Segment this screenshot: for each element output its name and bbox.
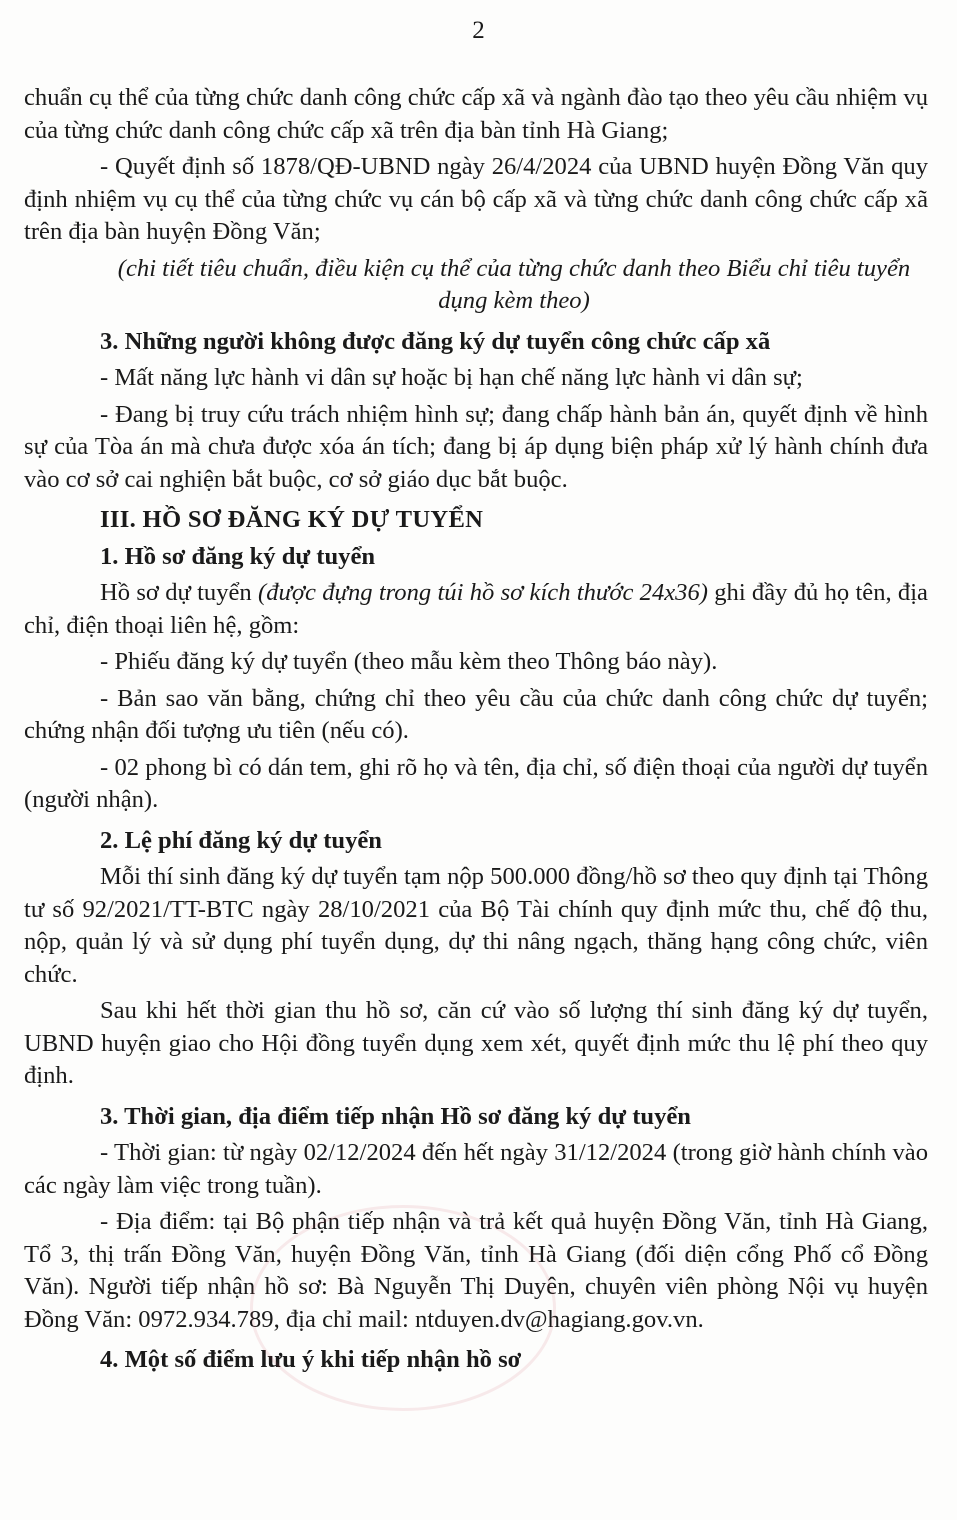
heading-time-location: 3. Thời gian, địa điểm tiếp nhận Hồ sơ đăng ký dự tuyển bbox=[100, 1102, 691, 1130]
paragraph-fee-amount: Mỗi thí sinh đăng ký dự tuyển tạm nộp 500.000 đồng/hồ sơ theo quy định tại Thông tư số 92/2021/TT-BTC ngày 28/10/2021 của Bộ Tài chính quy định mức thu, chế độ thu, nộp, quản lý và sử dụng phí tuyển dụng, dự thi nâng ngạch, thăng hạng công chức, viên chức. bbox=[24, 863, 928, 988]
paragraph-dossier-content bbox=[24, 577, 928, 642]
paragraph-detail-note: (chi tiết tiêu chuẩn, điều kiện cụ thể của từng chức danh theo Biểu chỉ tiêu tuyển dụng kèm theo) bbox=[117, 254, 911, 314]
dossier-text-start: Hồ sơ dự tuyển bbox=[100, 579, 259, 606]
heading-section-iii: III. HỒ SƠ ĐĂNG KÝ DỰ TUYỂN bbox=[100, 506, 484, 533]
heading-registration-fee: 2. Lệ phí đăng ký dự tuyển bbox=[100, 826, 382, 854]
paragraph-criminal-liability: - Đang bị truy cứu trách nhiệm hình sự; đang chấp hành bản án, quyết định về hình sự của Tòa án mà chưa được xóa án tích; đang bị áp dụng biện pháp xử lý hành chính đưa vào cơ sở cai nghiện bắt buộc, cơ sở giáo dục bắt buộc. bbox=[24, 400, 928, 493]
heading-ineligible-persons: 3. Những người không được đăng ký dự tuyển công chức cấp xã bbox=[100, 327, 771, 355]
paragraph-decision-1878: - Quyết định số 1878/QĐ-UBND ngày 26/4/2024 của UBND huyện Đồng Văn quy định nhiệm vụ cụ thể của từng chức vụ cán bộ cấp xã và từng chức danh công chức cấp xã trên địa bàn huyện Đồng Văn; bbox=[24, 153, 928, 245]
paragraph-certificate-copies: - Bản sao văn bằng, chứng chỉ theo yêu cầu của chức danh công chức dự tuyển; chứng nhận đối tượng ưu tiên (nếu có). bbox=[24, 684, 928, 744]
paragraph-civil-capacity: - Mất năng lực hành vi dân sự hoặc bị hạn chế năng lực hành vi dân sự; bbox=[100, 364, 803, 391]
dossier-envelope-note: (được đựng trong túi hồ sơ kích thước 24x36) bbox=[258, 579, 708, 606]
page-number: 2 bbox=[472, 17, 485, 44]
paragraph-receiving-location: - Địa điểm: tại Bộ phận tiếp nhận và trả kết quả huyện Đồng Văn, tỉnh Hà Giang, Tổ 3, thị trấn Đồng Văn, huyện Đồng Văn, tỉnh Hà Giang (đối diện cổng Phố cổ Đồng Văn). Người tiếp nhận hồ sơ: Bà Nguyễn Thị Duyên, chuyên viên phòng Nội vụ huyện Đồng Văn: 0972.934.789, địa chỉ mail: ntduyen.dv@hagiang.gov.vn. bbox=[24, 1208, 928, 1333]
paragraph-stamped-envelopes: - 02 phong bì có dán tem, ghi rõ họ và tên, địa chỉ, số điện thoại của người dự tuyển (người nhận). bbox=[24, 753, 928, 813]
paragraph-fee-decision: Sau khi hết thời gian thu hồ sơ, căn cứ vào số lượng thí sinh đăng ký dự tuyển, UBND huyện giao cho Hội đồng tuyển dụng xem xét, quyết định mức thu lệ phí theo quy định. bbox=[24, 997, 928, 1089]
document-body bbox=[24, 82, 928, 1377]
paragraph-receiving-time: - Thời gian: từ ngày 02/12/2024 đến hết ngày 31/12/2024 (trong giờ hành chính vào các ngày làm việc trong tuần). bbox=[24, 1139, 928, 1199]
paragraph-registration-form: - Phiếu đăng ký dự tuyển (theo mẫu kèm theo Thông báo này). bbox=[100, 648, 718, 675]
dossier-text-end: ghi đầy đủ họ tên, địa chỉ, điện thoại liên hệ, gồm: bbox=[24, 579, 928, 639]
heading-application-dossier: 1. Hồ sơ đăng ký dự tuyển bbox=[100, 542, 376, 570]
paragraph-criteria-continuation: chuẩn cụ thể của từng chức danh công chức cấp xã và ngành đào tạo theo yêu cầu nhiệm vụ của từng chức danh công chức cấp xã trên địa bàn tỉnh Hà Giang; bbox=[24, 84, 928, 144]
heading-notes-on-receiving: 4. Một số điểm lưu ý khi tiếp nhận hồ sơ bbox=[100, 1346, 522, 1373]
